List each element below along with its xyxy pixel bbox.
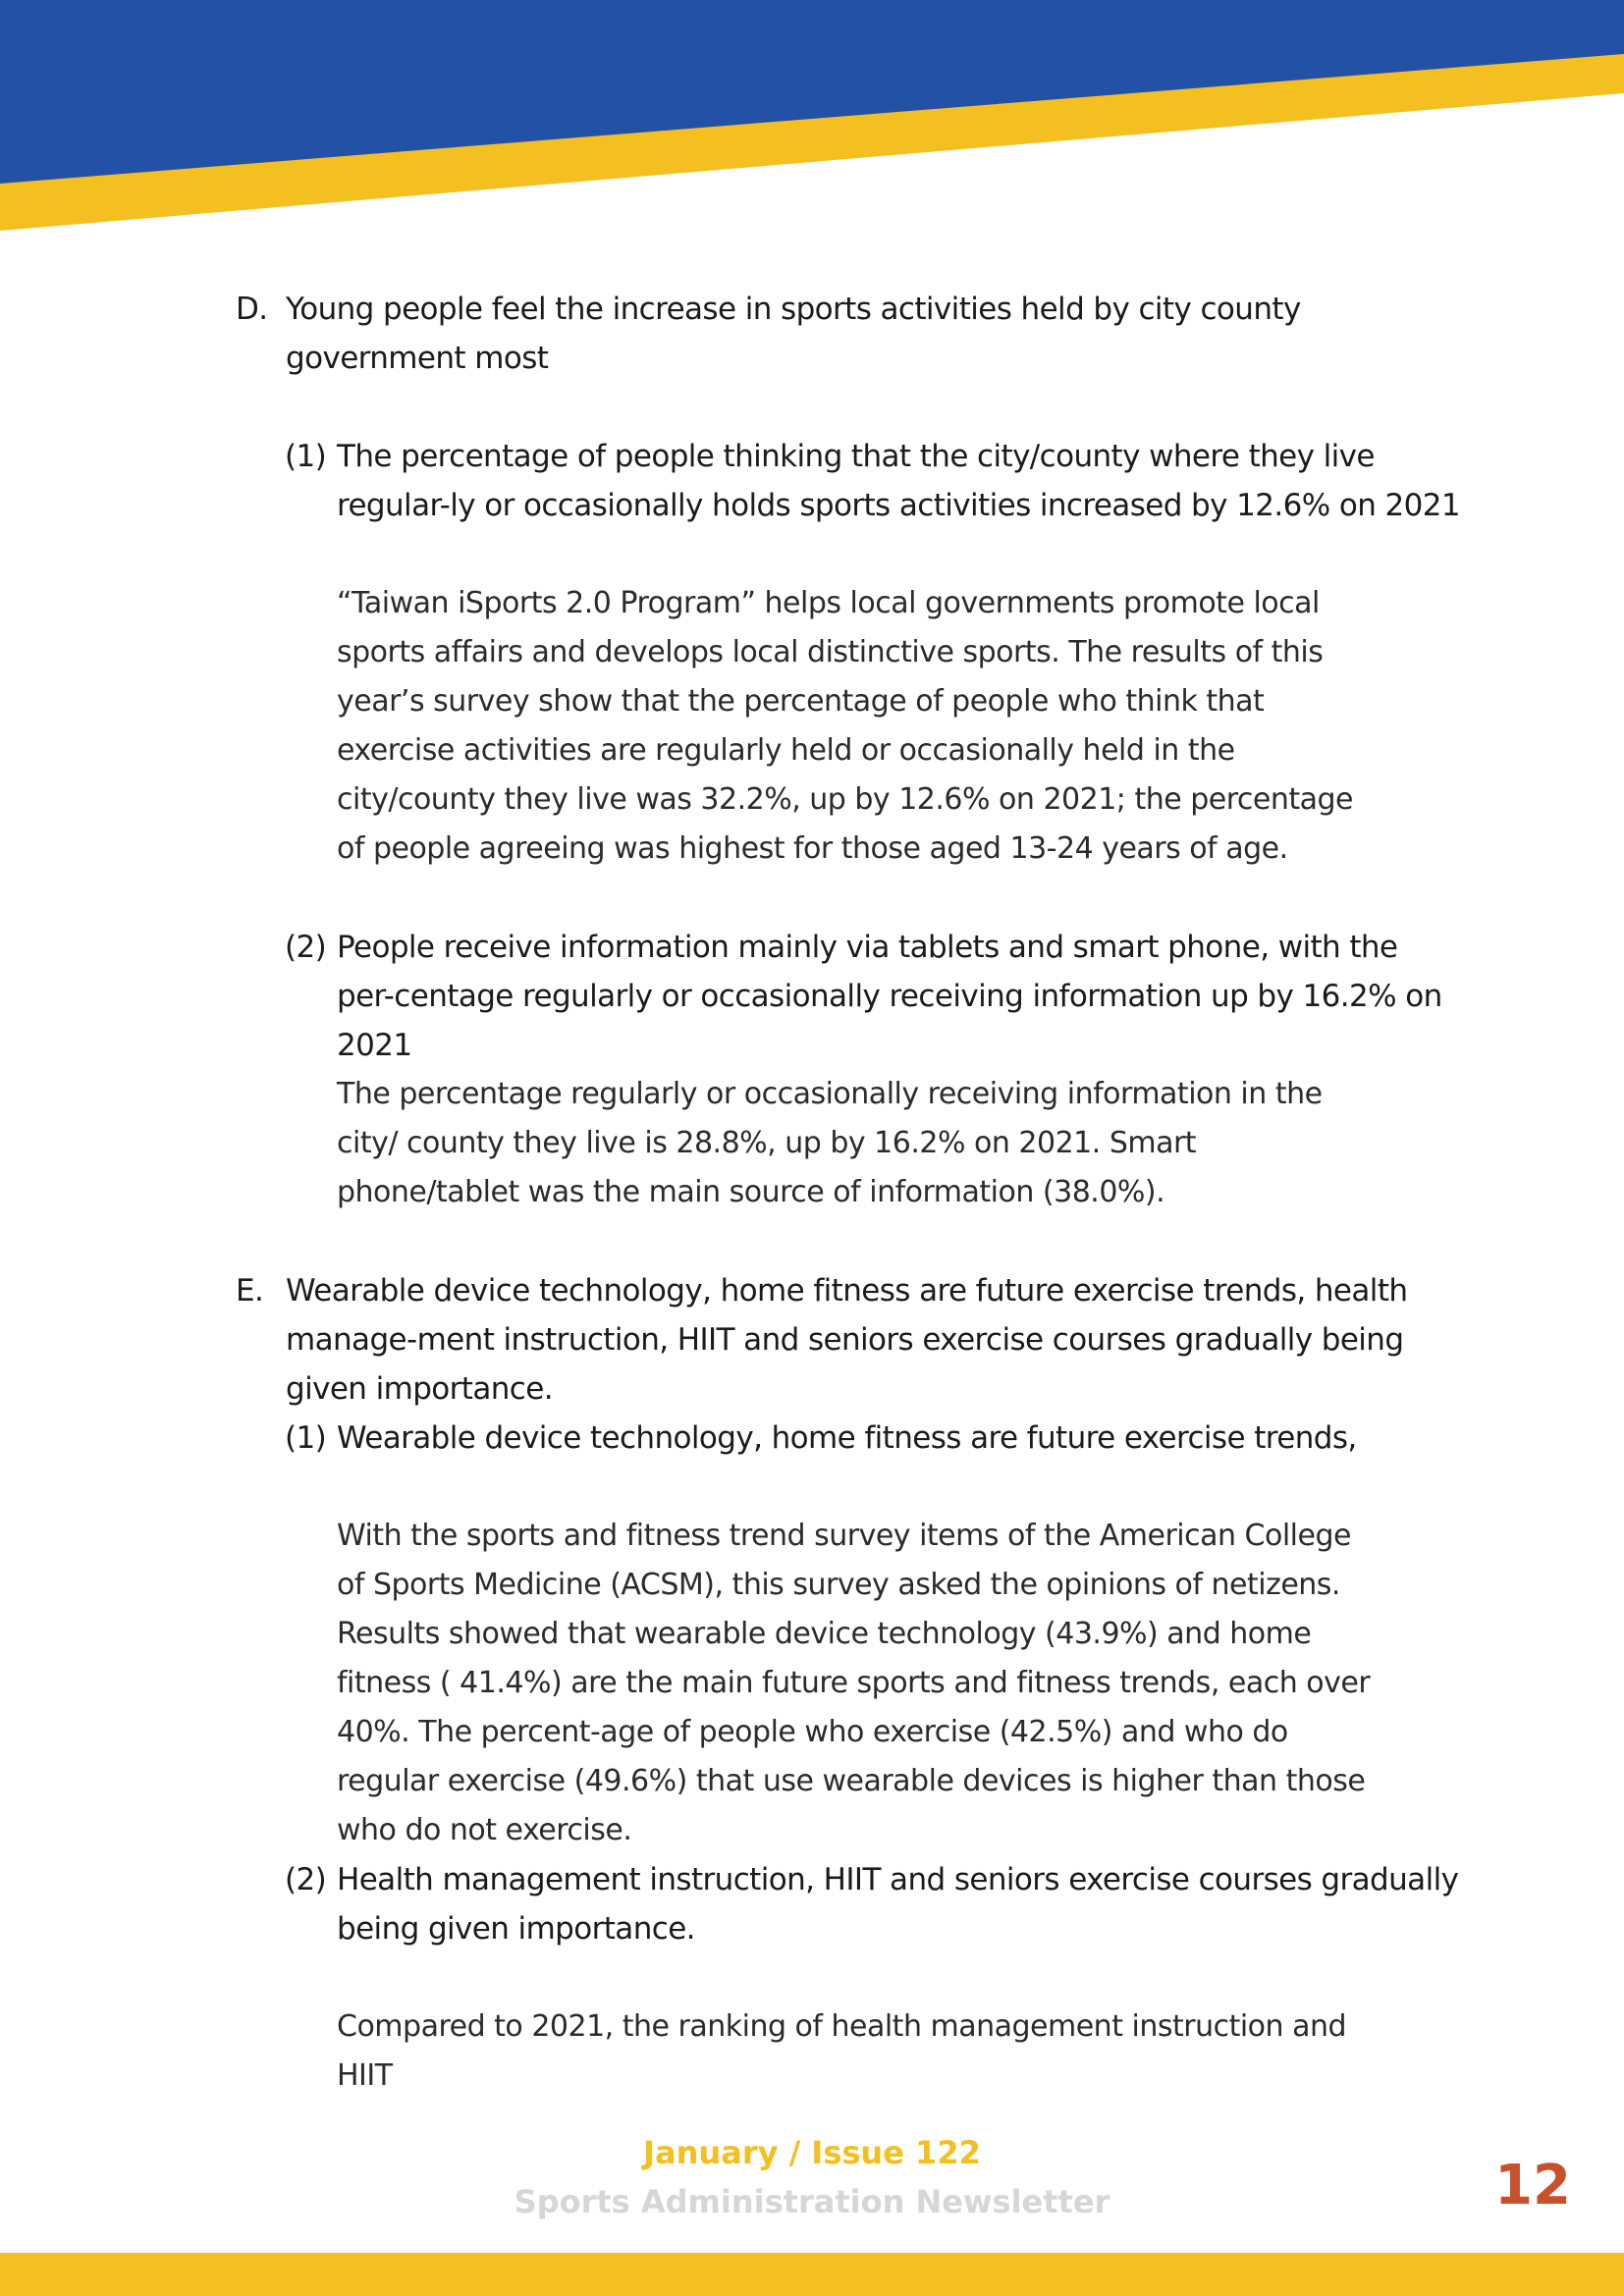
section-e-item-1-number: (1) bbox=[285, 1420, 327, 1456]
section-d-item-1-body: “Taiwan iSports 2.0 Program” helps local governments promote local sports affairs and develops local distinctive sports. The results of this year’s survey show that the percentage of people who think that exercise activities are regularly held or occasionally held in the city/county they live was 32.2%, up by 12.6% on 2021; the percentage of people agreeing was highest for those aged 13-24 years of age. bbox=[337, 586, 1353, 866]
section-d-item-1-number: (1) bbox=[285, 439, 327, 474]
section-d-item-2-heading bbox=[285, 923, 1463, 1070]
section-e-title: Wearable device technology, home fitness are future exercise trends, health manage-ment instruction, HIIT and seniors exercise courses gradually being given importance. bbox=[286, 1273, 1408, 1407]
section-e-item-2-heading bbox=[285, 1855, 1463, 1953]
section-e-item-2-body: Compared to 2021, the ranking of health management instruction and HIIT bbox=[337, 2009, 1347, 2093]
section-d-letter: D. bbox=[236, 292, 268, 327]
section-d-item-1-title: The percentage of people thinking that the city/county where they live regular-ly or occasionally holds sports activities increased by 12.6% on 2021 bbox=[337, 439, 1461, 523]
page-number: 12 bbox=[1494, 2154, 1571, 2217]
section-d-heading bbox=[236, 285, 1463, 383]
section-d-item-1-heading bbox=[285, 432, 1463, 530]
section-d-title: Young people feel the increase in sports activities held by city county government most bbox=[286, 292, 1301, 376]
section-e-item-1-body: With the sports and fitness trend survey items of the American College of Sports Medicine (ACSM), this survey asked the opinions of netizens. Results showed that wearable device technology (43.9%) and home fitness ( 41.4%) are the main future sports and fitness trends, each over 40%. The percent-age of people who exercise (42.5%) and who do regular exercise (49.6%) that use wearable devices is higher than those who do not exercise. bbox=[337, 1519, 1371, 1847]
section-d-item-2-body: The percentage regularly or occasionally receiving information in the city/ county they live is 28.8%, up by 16.2% on 2021. Smart phone/tablet was the main source of information (38.0%). bbox=[337, 1077, 1323, 1209]
footer-issue: January / Issue 122 bbox=[643, 2134, 981, 2171]
section-e-item-2-number: (2) bbox=[285, 1862, 327, 1897]
section-d-item-2-title: People receive information mainly via tablets and smart phone, with the per-centage regularly or occasionally receiving information up by 16.2% on 2021 bbox=[337, 930, 1442, 1063]
footer-bar bbox=[0, 2253, 1624, 2296]
section-e-item-2-title: Health management instruction, HIIT and seniors exercise courses gradually being given importance. bbox=[337, 1862, 1459, 1947]
section-e-letter: E. bbox=[236, 1273, 264, 1308]
section-e-heading bbox=[236, 1266, 1463, 1414]
footer-newsletter-title: Sports Administration Newsletter bbox=[514, 2183, 1110, 2220]
section-d-item-2-number: (2) bbox=[285, 930, 327, 965]
section-e-item-1-title: Wearable device technology, home fitness are future exercise trends, bbox=[337, 1420, 1357, 1456]
section-e-item-1-heading bbox=[285, 1414, 1463, 1463]
